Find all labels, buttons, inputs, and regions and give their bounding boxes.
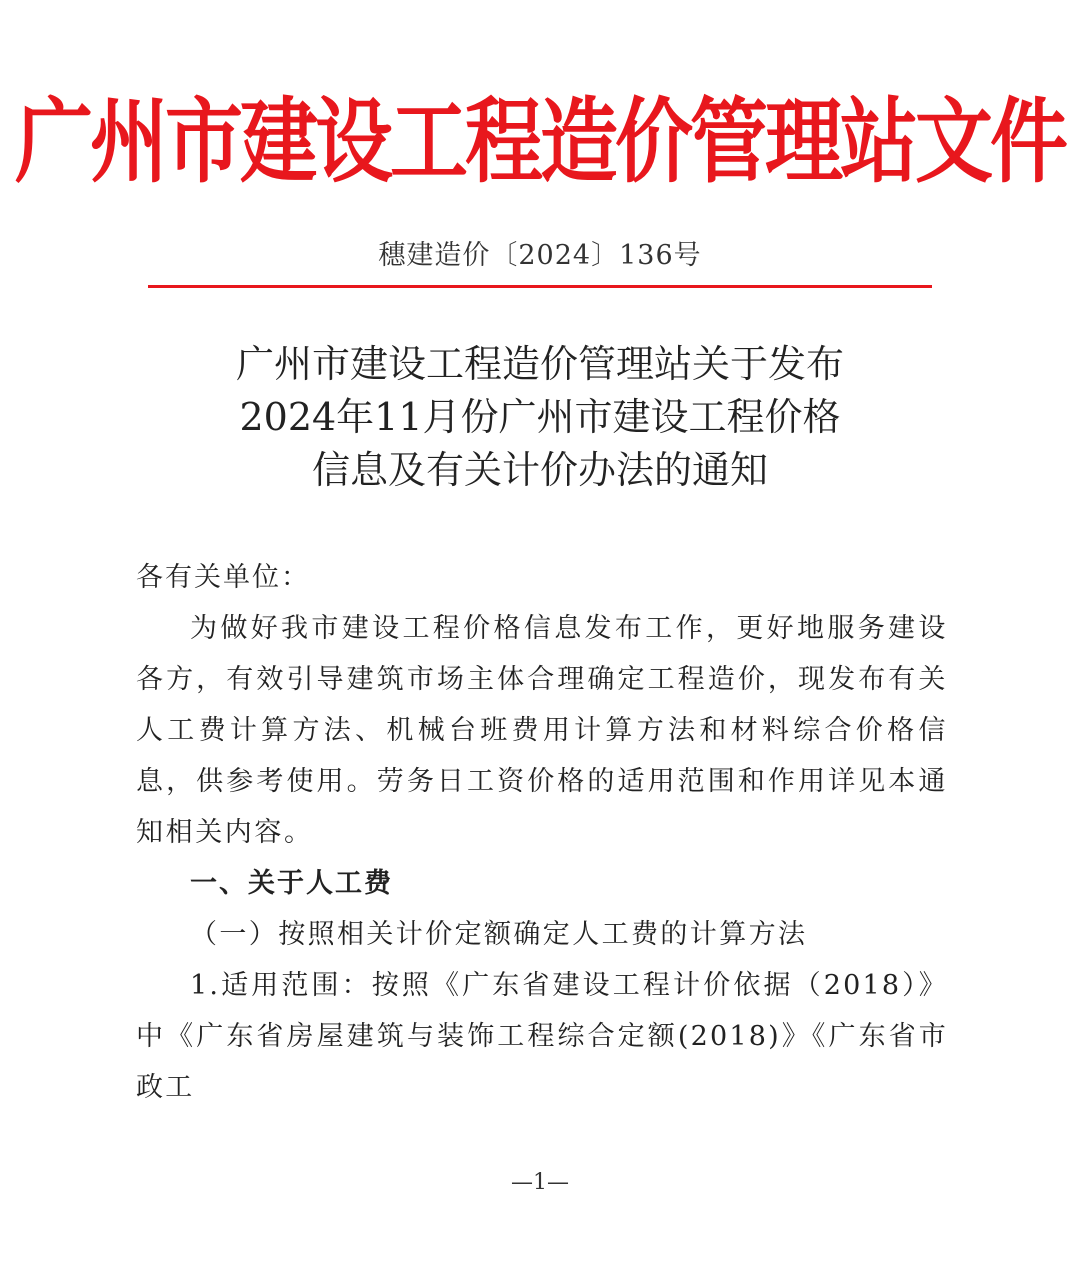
salutation: 各有关单位： [136, 562, 310, 593]
intro-paragraph: 为做好我市建设工程价格信息发布工作，更好地服务建设各方，有效引导建筑市场主体合理确定工程造价，现发布有关人工费计算方法、机械台班费用计算方法和材料综合价格信息，供参考使用。劳务日工资价格的适用范围和作用详见本通知相关内容。 [136, 613, 948, 848]
subsection-heading-calculation-method: （一）按照相关计价定额确定人工费的计算方法 [190, 919, 808, 950]
document-title-line-1: 广州市建设工程造价管理站关于发布 [235, 342, 844, 386]
masthead-title: 广州市建设工程造价管理站文件 [14, 89, 1065, 197]
document-title-line-3: 信息及有关计价办法的通知 [311, 448, 768, 492]
document-number: 穗建造价〔2024〕136号 [378, 240, 702, 271]
page-number: —1— [511, 1170, 569, 1195]
section-heading-labor-cost: 一、关于人工费 [190, 868, 393, 899]
scope-item-1: 1.适用范围：按照《广东省建设工程计价依据（2018）》中《广东省房屋建筑与装饰工程综合定额(2018)》《广东省市政工 [136, 970, 948, 1103]
document-title [140, 338, 940, 497]
document-title-line-2: 2024年11月份广州市建设工程价格 [239, 395, 841, 439]
document-body [136, 552, 948, 1113]
red-separator-line [148, 285, 932, 288]
